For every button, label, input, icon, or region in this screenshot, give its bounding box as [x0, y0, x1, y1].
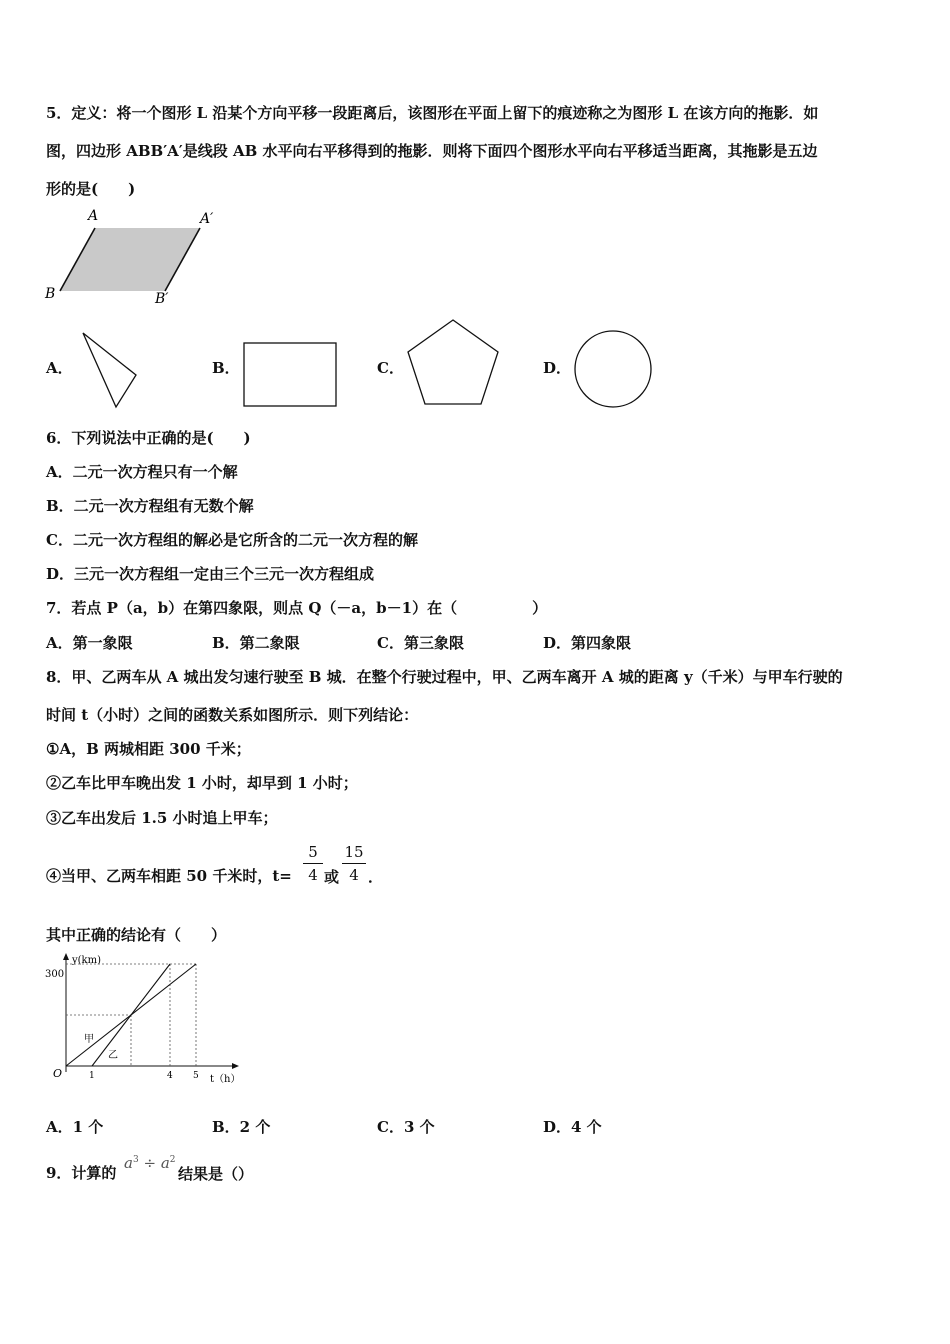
q8-distance-time-graph	[40, 950, 245, 1090]
y-axis-arrow	[63, 953, 69, 960]
x-axis-label: t（h）	[210, 1074, 241, 1085]
q8-question: 其中正确的结论有（ ）	[46, 926, 227, 944]
triangle-shape	[78, 330, 140, 410]
q8-c4-or: 或	[324, 868, 340, 886]
label-b-prime: B′	[155, 291, 169, 307]
q5-option-b[interactable]: B．	[212, 359, 240, 377]
q5-option-a[interactable]: A．	[46, 359, 73, 377]
q8-option-d[interactable]: D．4 个	[543, 1118, 602, 1136]
label-b: B	[45, 286, 56, 302]
frac1-denominator: 4	[308, 866, 318, 884]
q8-option-b[interactable]: B．2 个	[212, 1118, 271, 1136]
q5-line-1: 5．定义：将一个图形 L 沿某个方向平移一段距离后，该图形在平面上留下的痕迹称之为图形 L 在该方向的拖影．如	[46, 104, 819, 122]
q8-c4-end: ．	[368, 868, 384, 886]
origin-label: O	[53, 1067, 63, 1080]
q7-option-b[interactable]: B．第二象限	[212, 634, 300, 652]
q8-conclusion-4	[46, 866, 292, 886]
q6-option-d[interactable]: D．三元一次方程组一定由三个三元一次方程组成	[46, 565, 375, 583]
series-yi-label: 乙	[108, 1050, 118, 1061]
x-axis-arrow	[232, 1063, 239, 1069]
fraction-5-over-4	[303, 843, 323, 884]
label-a-prime: A′	[200, 211, 214, 227]
circle-shape	[572, 328, 654, 410]
q6-option-c[interactable]: C．二元一次方程组的解必是它所含的二元一次方程的解	[46, 531, 418, 549]
q8-option-a[interactable]: A．1 个	[46, 1118, 104, 1136]
q9-exp-1: 3	[132, 1155, 139, 1165]
q8-line-2: 时间 t（小时）之间的函数关系如图所示．则下列结论：	[46, 706, 419, 724]
q5-option-c[interactable]: C．	[377, 359, 404, 377]
x-tick-4: 4	[167, 1071, 173, 1081]
label-a: A	[88, 208, 99, 224]
q9-base-2: a	[160, 1154, 170, 1172]
q5-option-d[interactable]: D．	[543, 359, 572, 377]
q8-c4-text: ④当甲、乙两车相距 50 千米时，t=	[46, 867, 292, 885]
pentagon-shape	[405, 317, 502, 409]
q7-stem: 7．若点 P（a，b）在第四象限，则点 Q（－a，b－1）在（ ）	[46, 599, 548, 617]
q7-option-d[interactable]: D．第四象限	[543, 634, 632, 652]
y-axis-label: y(km)	[72, 955, 101, 966]
q5-line-2: 图，四边形 ABB′A′是线段 AB 水平向右平移得到的拖影．则将下面四个图形水平向右平移适当距离，其拖影是五边	[46, 142, 818, 160]
q9-stem-post: 结果是（）	[178, 1165, 254, 1183]
drag-trace-parallelogram	[60, 228, 200, 291]
q6-option-b[interactable]: B．二元一次方程组有无数个解	[46, 497, 254, 515]
q9-divide: ÷	[143, 1154, 157, 1172]
frac2-denominator: 4	[349, 866, 359, 884]
fraction-15-over-4	[342, 843, 366, 884]
rectangle-shape	[242, 340, 340, 410]
q8-conclusion-3: ③乙车出发后 1.5 小时追上甲车；	[46, 809, 278, 827]
q9-stem-pre: 9．计算的	[46, 1164, 117, 1182]
q8-conclusion-1: ①A，B 两城相距 300 千米；	[46, 740, 251, 758]
q9-exp-2: 2	[169, 1155, 176, 1165]
q6-stem: 6．下列说法中正确的是( )	[46, 429, 251, 447]
frac1-numerator: 5	[308, 843, 318, 861]
q8-conclusion-2: ②乙车比甲车晚出发 1 小时，却早到 1 小时；	[46, 774, 358, 792]
series-jia-label: 甲	[84, 1034, 94, 1045]
q5-parallelogram-figure	[40, 203, 230, 308]
q9-expression	[124, 1154, 176, 1172]
frac2-numerator: 15	[344, 843, 364, 861]
q8-line-1: 8．甲、乙两车从 A 城出发匀速行驶至 B 城．在整个行驶过程中，甲、乙两车离开 A 城的距离 y（千米）与甲车行驶的	[46, 668, 843, 686]
q5-line-3: 形的是( )	[46, 180, 136, 198]
y-tick-300: 300	[45, 969, 65, 980]
q7-option-c[interactable]: C．第三象限	[377, 634, 464, 652]
x-tick-1: 1	[89, 1071, 95, 1081]
q6-option-a[interactable]: A．二元一次方程只有一个解	[46, 463, 238, 481]
q8-option-c[interactable]: C．3 个	[377, 1118, 435, 1136]
q7-option-a[interactable]: A．第一象限	[46, 634, 133, 652]
x-tick-5: 5	[193, 1071, 199, 1081]
q9-base-1: a	[124, 1154, 133, 1172]
